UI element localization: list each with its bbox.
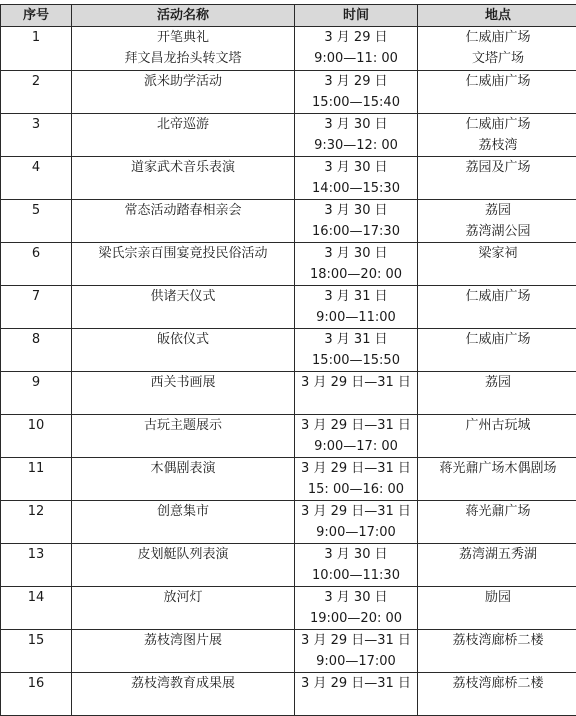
cell-time-line: 9:00—17:00 <box>295 522 417 543</box>
cell-time <box>295 673 418 716</box>
table-row <box>1 501 576 544</box>
cell-time <box>295 200 418 243</box>
cell-time-line: 14:00—15:30 <box>295 178 417 199</box>
cell-name-line: 西关书画展 <box>72 372 294 393</box>
cell-time-line: 3 月 30 日 <box>295 114 417 135</box>
table-row <box>1 544 576 587</box>
cell-place-line: 荔枝湾廊桥二楼 <box>418 673 576 694</box>
cell-place <box>418 415 576 458</box>
cell-name <box>72 157 295 200</box>
cell-no: 7 <box>1 286 72 329</box>
cell-place <box>418 372 576 415</box>
cell-time-line: 3 月 29 日—31 日 <box>295 501 417 522</box>
cell-name <box>72 501 295 544</box>
cell-place <box>418 243 576 286</box>
cell-name-line: 木偶剧表演 <box>72 458 294 479</box>
cell-time-line: 3 月 30 日 <box>295 157 417 178</box>
cell-no: 13 <box>1 544 72 587</box>
cell-time-line: 19:00—20: 00 <box>295 608 417 629</box>
cell-time-line: 3 月 30 日 <box>295 200 417 221</box>
table-row <box>1 372 576 415</box>
cell-place-line: 蒋光鼐广场 <box>418 501 576 522</box>
cell-time-line: 3 月 29 日—31 日 <box>295 415 417 436</box>
cell-place-line: 仁威庙广场 <box>418 286 576 307</box>
cell-name-line: 古玩主题展示 <box>72 415 294 436</box>
cell-name <box>72 630 295 673</box>
cell-no: 9 <box>1 372 72 415</box>
cell-place <box>418 587 576 630</box>
cell-time <box>295 157 418 200</box>
cell-name <box>72 286 295 329</box>
cell-name-line: 梁氏宗亲百围宴竟投民俗活动 <box>72 243 294 264</box>
cell-place-line: 蒋光鼐广场木偶剧场 <box>418 458 576 479</box>
cell-time-line: 3 月 29 日—31 日 <box>295 630 417 651</box>
cell-name <box>72 673 295 716</box>
cell-place <box>418 630 576 673</box>
cell-time <box>295 458 418 501</box>
cell-place-line: 荔湾湖公园 <box>418 221 576 242</box>
cell-time <box>295 329 418 372</box>
cell-time-line: 9:00—17:00 <box>295 651 417 672</box>
cell-name-line: 北帝巡游 <box>72 114 294 135</box>
table-row <box>1 27 576 71</box>
cell-place-line: 荔园及广场 <box>418 157 576 178</box>
table-row <box>1 200 576 243</box>
cell-place <box>418 544 576 587</box>
header-no: 序号 <box>1 5 72 27</box>
cell-name-line: 放河灯 <box>72 587 294 608</box>
cell-place <box>418 27 576 71</box>
cell-name-line: 供诸天仪式 <box>72 286 294 307</box>
cell-time <box>295 587 418 630</box>
cell-place <box>418 673 576 716</box>
table-row <box>1 286 576 329</box>
cell-time <box>295 27 418 71</box>
cell-place-line: 荔园 <box>418 200 576 221</box>
cell-place-line: 仁威庙广场 <box>418 71 576 92</box>
cell-no: 15 <box>1 630 72 673</box>
cell-time <box>295 71 418 114</box>
cell-name-line: 皮划艇队列表演 <box>72 544 294 565</box>
cell-time-line: 9:30—12: 00 <box>295 135 417 156</box>
cell-time-line: 15:00—15:40 <box>295 92 417 113</box>
cell-time-line: 3 月 30 日 <box>295 587 417 608</box>
cell-time-line: 3 月 29 日—31 日 <box>295 372 417 393</box>
cell-time <box>295 372 418 415</box>
cell-time-line: 18:00—20: 00 <box>295 264 417 285</box>
header-name: 活动名称 <box>72 5 295 27</box>
cell-time-line: 3 月 29 日—31 日 <box>295 458 417 479</box>
table-row <box>1 630 576 673</box>
table-row <box>1 329 576 372</box>
cell-no: 3 <box>1 114 72 157</box>
cell-place-line: 荔枝湾廊桥二楼 <box>418 630 576 651</box>
cell-name <box>72 458 295 501</box>
cell-no: 12 <box>1 501 72 544</box>
table-row <box>1 415 576 458</box>
cell-no: 2 <box>1 71 72 114</box>
cell-place <box>418 329 576 372</box>
cell-time-line: 3 月 29 日 <box>295 71 417 92</box>
table-row <box>1 71 576 114</box>
cell-place-line: 仁威庙广场 <box>418 27 576 48</box>
cell-place-line: 梁家祠 <box>418 243 576 264</box>
cell-place <box>418 200 576 243</box>
cell-time-line: 3 月 30 日 <box>295 243 417 264</box>
table-row <box>1 243 576 286</box>
cell-name <box>72 544 295 587</box>
cell-name-line: 开笔典礼 <box>72 27 294 48</box>
header-row <box>1 5 576 27</box>
cell-name-line: 荔枝湾教育成果展 <box>72 673 294 694</box>
cell-no: 6 <box>1 243 72 286</box>
cell-name-line: 派米助学活动 <box>72 71 294 92</box>
cell-time-line: 3 月 31 日 <box>295 286 417 307</box>
cell-place-line: 荔枝湾 <box>418 135 576 156</box>
cell-time-line: 9:00—11: 00 <box>295 48 417 69</box>
cell-place-line: 仁威庙广场 <box>418 114 576 135</box>
cell-name <box>72 71 295 114</box>
cell-name-line: 拜文昌龙抬头转文塔 <box>72 48 294 69</box>
cell-no: 1 <box>1 27 72 71</box>
cell-name <box>72 200 295 243</box>
cell-time <box>295 630 418 673</box>
cell-place-line: 励园 <box>418 587 576 608</box>
cell-name-line: 皈依仪式 <box>72 329 294 350</box>
cell-time <box>295 501 418 544</box>
cell-place <box>418 157 576 200</box>
cell-place <box>418 458 576 501</box>
table-row <box>1 157 576 200</box>
cell-place <box>418 501 576 544</box>
cell-time <box>295 415 418 458</box>
cell-no: 11 <box>1 458 72 501</box>
table-row <box>1 673 576 716</box>
cell-time <box>295 114 418 157</box>
cell-name <box>72 114 295 157</box>
cell-name-line: 道家武术音乐表演 <box>72 157 294 178</box>
cell-place <box>418 286 576 329</box>
cell-time-line: 10:00—11:30 <box>295 565 417 586</box>
table-row <box>1 587 576 630</box>
cell-name <box>72 329 295 372</box>
table-row <box>1 114 576 157</box>
cell-time-line: 3 月 30 日 <box>295 544 417 565</box>
cell-time <box>295 286 418 329</box>
header-time: 时间 <box>295 5 418 27</box>
event-schedule-table <box>0 4 576 716</box>
cell-place-line: 荔园 <box>418 372 576 393</box>
cell-name <box>72 415 295 458</box>
cell-time-line: 3 月 31 日 <box>295 329 417 350</box>
cell-name-line: 荔枝湾图片展 <box>72 630 294 651</box>
cell-place <box>418 114 576 157</box>
cell-time-line: 15:00—15:50 <box>295 350 417 371</box>
header-place: 地点 <box>418 5 576 27</box>
cell-time-line: 3 月 29 日—31 日 <box>295 673 417 694</box>
cell-time-line: 9:00—17: 00 <box>295 436 417 457</box>
cell-place-line: 广州古玩城 <box>418 415 576 436</box>
cell-name <box>72 27 295 71</box>
cell-no: 14 <box>1 587 72 630</box>
cell-name-line: 创意集市 <box>72 501 294 522</box>
cell-place-line: 仁威庙广场 <box>418 329 576 350</box>
table-row <box>1 458 576 501</box>
cell-no: 8 <box>1 329 72 372</box>
cell-name <box>72 372 295 415</box>
cell-name <box>72 587 295 630</box>
cell-no: 4 <box>1 157 72 200</box>
cell-name <box>72 243 295 286</box>
cell-time-line: 3 月 29 日 <box>295 27 417 48</box>
cell-time-line: 9:00—11:00 <box>295 307 417 328</box>
cell-time-line: 16:00—17:30 <box>295 221 417 242</box>
cell-place-line: 荔湾湖五秀湖 <box>418 544 576 565</box>
cell-time-line: 15: 00—16: 00 <box>295 479 417 500</box>
cell-time <box>295 544 418 587</box>
cell-no: 5 <box>1 200 72 243</box>
cell-place-line: 文塔广场 <box>418 48 576 69</box>
cell-time <box>295 243 418 286</box>
cell-no: 10 <box>1 415 72 458</box>
cell-name-line: 常态活动踏春相亲会 <box>72 200 294 221</box>
cell-no: 16 <box>1 673 72 716</box>
cell-place <box>418 71 576 114</box>
